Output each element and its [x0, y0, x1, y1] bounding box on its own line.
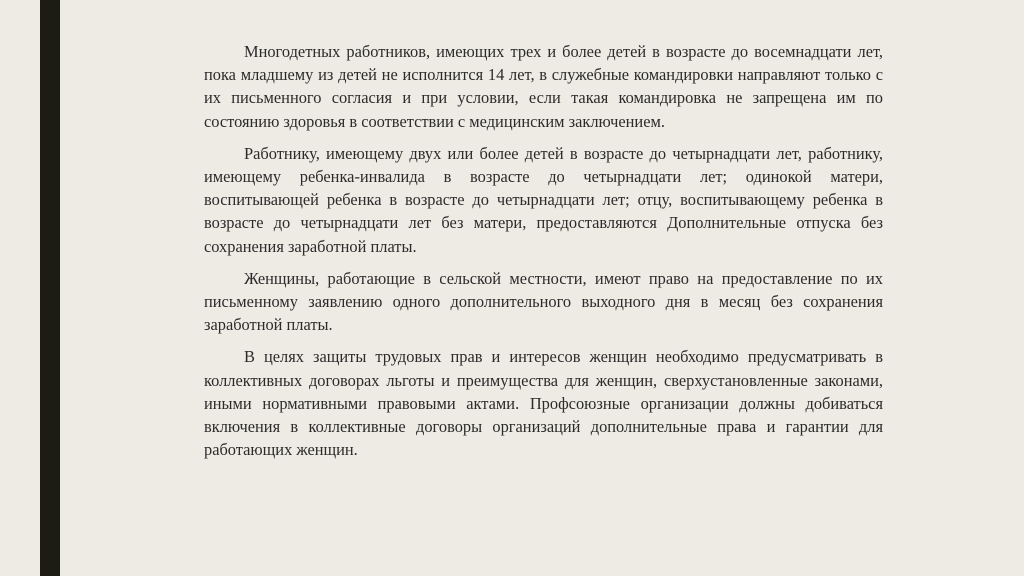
left-accent-bar — [40, 0, 60, 576]
slide-text-body — [204, 40, 883, 470]
paragraph-rural-women-day-off: Женщины, работающие в сельской местности, имеют право на предоставление по их письменному заявлению одного дополнительного выходного дня в месяц без сохранения заработной платы. — [204, 268, 883, 335]
paragraph-large-family-business-trips: Многодетных работников, имеющих трех и более детей в возрасте до восемнадцати лет, пока младшему из детей не исполнится 14 лет, в служебные командировки направляют только с их письменного согласия и при условии, если такая командировка не запрещена им по состоянию здоровья в соответствии с медицинским заключением. — [204, 42, 883, 131]
paragraph-unpaid-leave: Работнику, имеющему двух или более детей в возрасте до четырнадцати лет, работнику, имеющему ребенка-инвалида в возрасте до четырнадцати лет; одинокой матери, воспитывающей ребенка в возрасте до четырнадцати лет; отцу, воспитывающему ребенка в возрасте до четырнадцати лет без матери, предоставляются Дополнительные отпуска без сохранения заработной платы. — [204, 143, 883, 256]
paragraph-collective-agreements: В целях защиты трудовых прав и интересов женщин необходимо предусматривать в коллективных договорах льготы и преимущества для женщин, сверхустановленные законами, иными нормативными правовыми актами. Профсоюзные организации должны добиваться включения в коллективные договоры организаций дополнительные права и гарантии для работающих женщин. — [204, 347, 883, 460]
